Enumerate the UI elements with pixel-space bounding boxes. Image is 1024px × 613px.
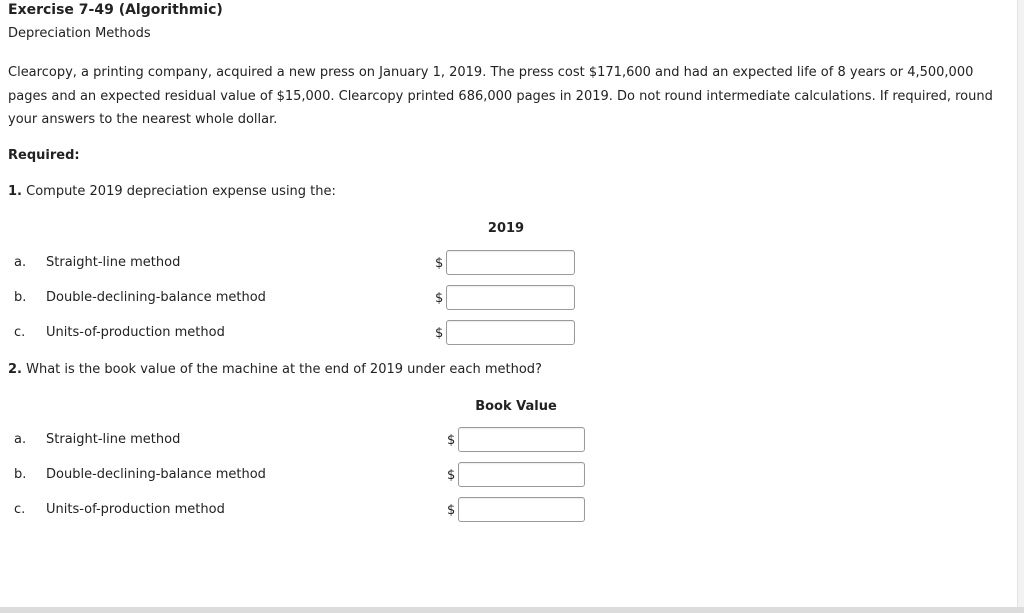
part2-row-b-letter: b. [14,467,27,482]
required-label: Required: [8,148,80,163]
part2-row-c-letter: c. [14,502,26,517]
part2-row-b-method: Double-declining-balance method [46,467,266,482]
exercise-subtitle: Depreciation Methods [8,26,151,41]
part1-row-a-method: Straight-line method [46,255,181,270]
part2-column-header: Book Value [475,399,557,414]
part1-question-text: Compute 2019 depreciation expense using the: [26,184,336,199]
part1-question [8,184,336,199]
part2-row-b-input[interactable] [458,462,585,487]
part1-row-b-letter: b. [14,290,27,305]
part1-row-c-input[interactable] [446,320,575,345]
problem-text: Clearcopy, a printing company, acquired a new press on January 1, 2019. The press cost $171,600 and had an expected life of 8 years or 4,500,000 pages and an expected residual value of $15,000. Clearcopy printed 686,000 pages in 2019. Do not round intermediate calculations. If required, round your answers to the nearest whole dollar. [8,65,993,127]
part2-row-a-letter: a. [14,432,27,447]
vertical-scrollbar[interactable] [1017,0,1024,607]
part1-row-b-input[interactable] [446,285,575,310]
part1-row-b-method: Double-declining-balance method [46,290,266,305]
exercise-title: Exercise 7-49 (Algorithmic) [8,2,223,18]
part1-row-a-letter: a. [14,255,27,270]
part2-row-c-currency: $ [447,503,456,518]
part1-row-c-currency: $ [435,326,444,341]
part2-question [8,362,542,377]
part2-row-b-currency: $ [447,468,456,483]
part1-column-header: 2019 [487,221,525,236]
part1-number: 1. [8,184,22,199]
part1-row-a-currency: $ [435,256,444,271]
part2-row-c-input[interactable] [458,497,585,522]
part1-row-c-letter: c. [14,325,26,340]
part2-question-text: What is the book value of the machine at the end of 2019 under each method? [26,362,542,377]
part2-number: 2. [8,362,22,377]
bottom-divider [0,607,1024,613]
part1-row-c-method: Units-of-production method [46,325,225,340]
part2-row-a-currency: $ [447,433,456,448]
part2-row-a-input[interactable] [458,427,585,452]
part2-row-a-method: Straight-line method [46,432,181,447]
part1-row-b-currency: $ [435,291,444,306]
part2-row-c-method: Units-of-production method [46,502,225,517]
part1-row-a-input[interactable] [446,250,575,275]
